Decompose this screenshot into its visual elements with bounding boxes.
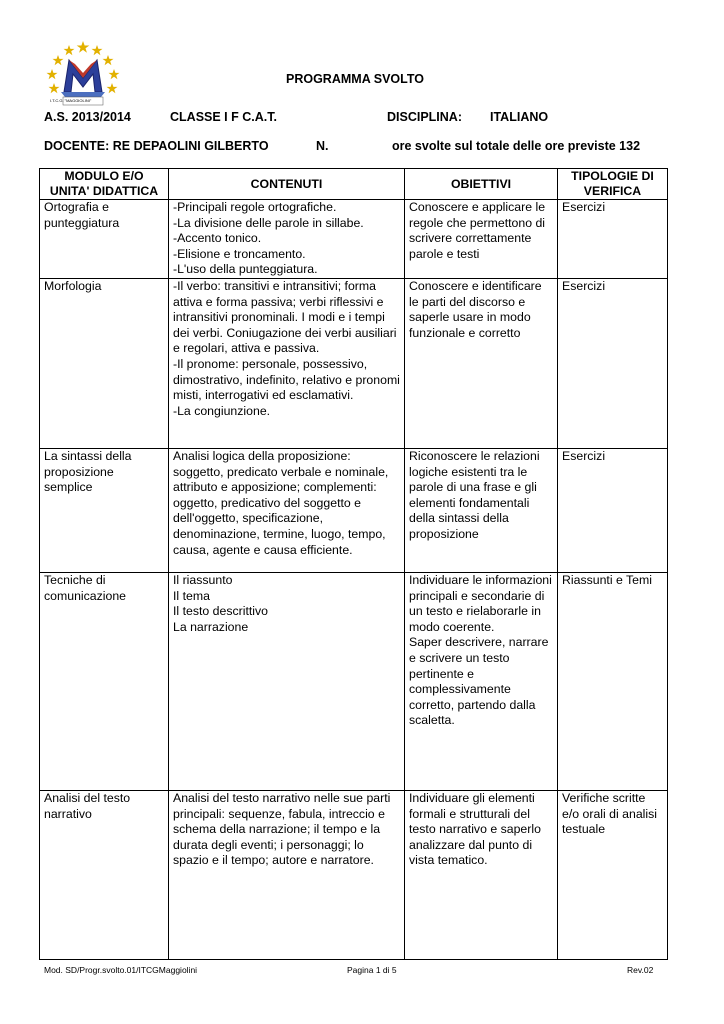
- cell-verifica: Esercizi: [558, 200, 668, 279]
- docente: DOCENTE: RE DEPAOLINI GILBERTO: [44, 139, 269, 153]
- table-row: [40, 448, 668, 572]
- footer-module-code: Mod. SD/Progr.svolto.01/ITCGMaggiolini: [44, 965, 198, 975]
- cell-obiettivi: Individuare le informazioni principali e secondarie di un testo e rielaborarle in modo coerente. Saper descrivere, narrare e scrivere un testo pertinente e complessivamente corretto, partendo dalla scaletta.: [405, 572, 558, 790]
- col-header-verifica: TIPOLOGIE DI VERIFICA: [558, 169, 668, 200]
- programma-table: [39, 168, 668, 960]
- table-row: [40, 572, 668, 790]
- anno-scolastico: A.S. 2013/2014: [44, 110, 131, 124]
- cell-modulo: Tecniche di comunicazione: [40, 572, 169, 790]
- table-row: [40, 790, 668, 959]
- cell-contenuti: -Principali regole ortografiche. -La divisione delle parole in sillabe. -Accento tonico. -Elisione e troncamento. -L'uso della punteggiatura.: [169, 200, 405, 279]
- cell-modulo: Morfologia: [40, 278, 169, 448]
- logo-caption: I.T.C.G. "MAGGIOLINI": [50, 98, 92, 103]
- cell-verifica: Riassunti e Temi: [558, 572, 668, 790]
- cell-modulo: Analisi del testo narrativo: [40, 790, 169, 959]
- table-header-row: [40, 169, 668, 200]
- cell-modulo: La sintassi della proposizione semplice: [40, 448, 169, 572]
- cell-obiettivi: Riconoscere le relazioni logiche esistenti tra le parole di una frase e gli elementi fondamentali della sintassi della proposizione: [405, 448, 558, 572]
- ore-svolte: ore svolte sul totale delle ore previste 132: [392, 139, 641, 153]
- table-row: [40, 200, 668, 279]
- footer-revision: Rev.02: [627, 965, 654, 975]
- cell-obiettivi: Individuare gli elementi formali e strutturali del testo narrativo e saperlo analizzare dal punto di vista tematico.: [405, 790, 558, 959]
- cell-modulo: Ortografia e punteggiatura: [40, 200, 169, 279]
- col-header-obiettivi: OBIETTIVI: [405, 169, 558, 200]
- table-row: [40, 278, 668, 448]
- cell-contenuti: Analisi logica della proposizione: soggetto, predicato verbale e nominale, attributo e apposizione; complementi: oggetto, predicativo del soggetto e dell'oggetto, specificazione, denominazione, termine, luogo, tempo, causa, agente e causa efficiente.: [169, 448, 405, 572]
- cell-verifica: Esercizi: [558, 278, 668, 448]
- disciplina-value: ITALIANO: [490, 110, 549, 124]
- cell-verifica: Verifiche scritte e/o orali di analisi testuale: [558, 790, 668, 959]
- cell-verifica: Esercizi: [558, 448, 668, 572]
- footer-page-number: Pagina 1 di 5: [347, 965, 397, 975]
- disciplina-label: DISCIPLINA:: [387, 110, 462, 124]
- classe: CLASSE I F C.A.T.: [170, 110, 277, 124]
- col-header-contenuti: CONTENUTI: [169, 169, 405, 200]
- cell-obiettivi: Conoscere e applicare le regole che permettono di scrivere correttamente parole e testi: [405, 200, 558, 279]
- col-header-modulo: MODULO E/O UNITA' DIDATTICA: [40, 169, 169, 200]
- document-title: PROGRAMMA SVOLTO: [286, 72, 424, 86]
- cell-contenuti: Analisi del testo narrativo nelle sue parti principali: sequenze, fabula, intreccio e schema della narrazione; il tempo e la durata degli eventi; i personaggi; lo spazio e il tempo; autore e narratore.: [169, 790, 405, 959]
- cell-contenuti: Il riassunto Il tema Il testo descrittivo La narrazione: [169, 572, 405, 790]
- cell-contenuti: -Il verbo: transitivi e intransitivi; forma attiva e forma passiva; verbi riflessivi e intransitivi pronominali. I modi e i tempi dei verbi. Coniugazione dei verbi ausiliari e regolari, attiva e passiva. -Il pronome: personale, possessivo, dimostrativo, indefinito, relativo e pronomi misti, interrogativi ed esclamativi. -La congiunzione.: [169, 278, 405, 448]
- docente-n: N.: [316, 139, 329, 153]
- cell-obiettivi: Conoscere e identificare le parti del discorso e saperle usare in modo funzionale e corretto: [405, 278, 558, 448]
